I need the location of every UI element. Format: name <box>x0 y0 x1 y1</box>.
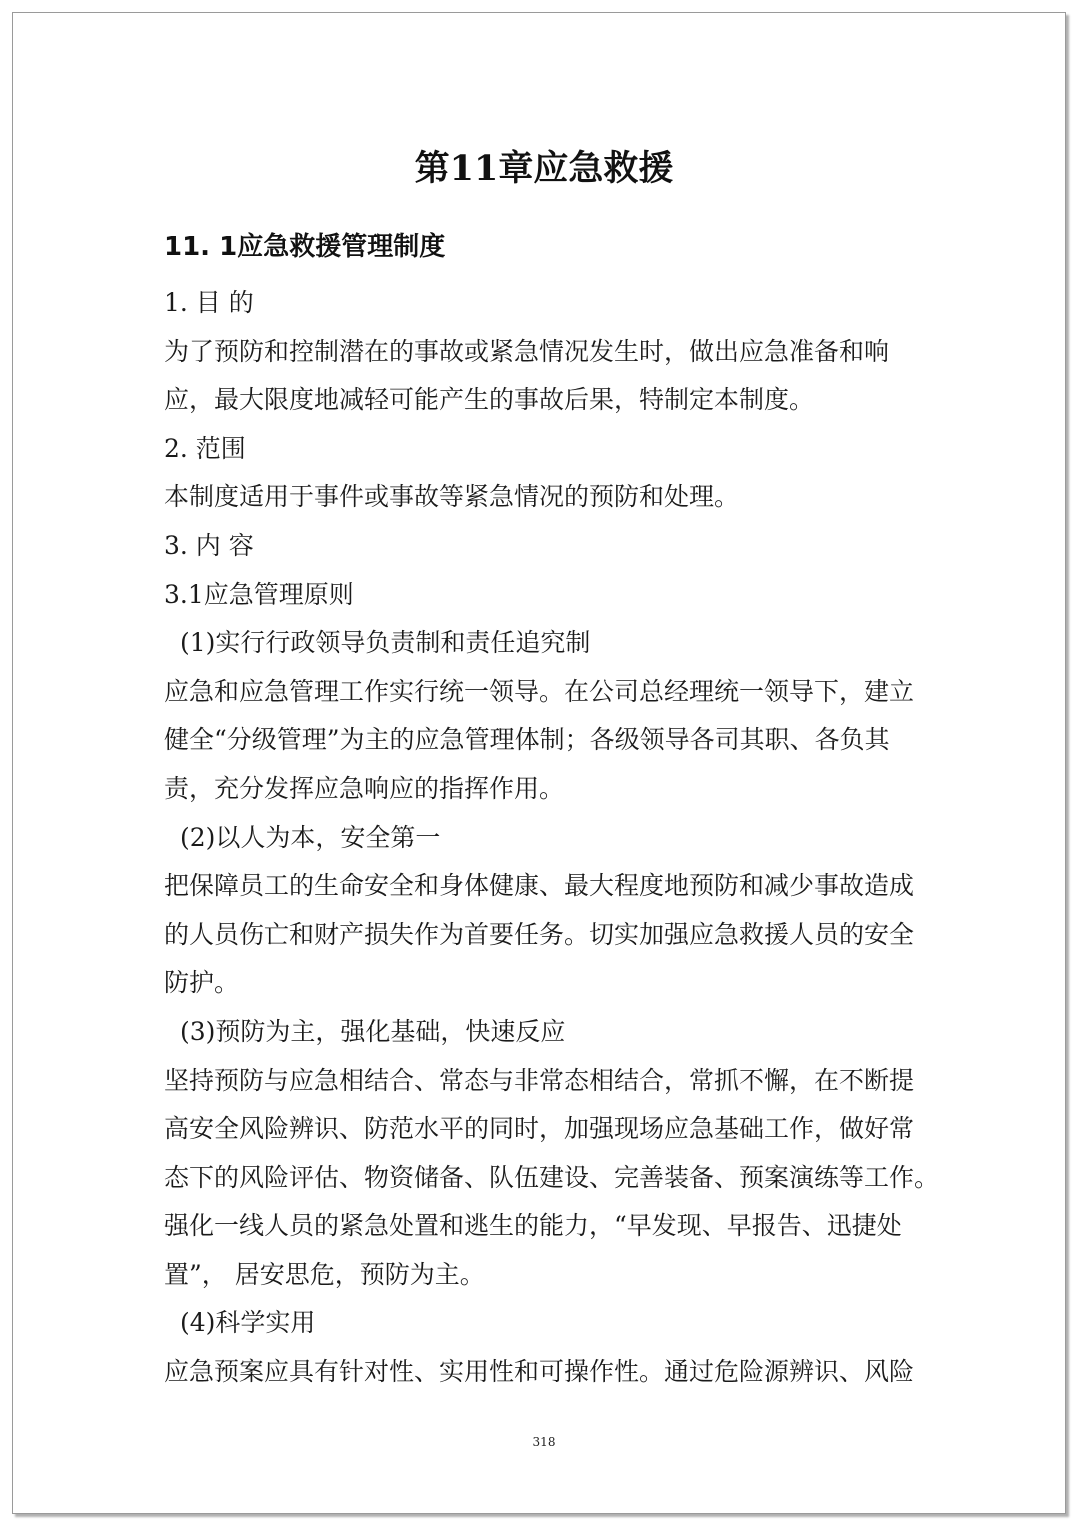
text-line: (1)实行行政领导负责制和责任追究制 <box>180 628 591 658</box>
text-line: 把保障员工的生命安全和身体健康、最大程度地预防和减少事故造成 <box>164 871 915 901</box>
text-line: 本制度适用于事件或事故等紧急情况的预防和处理。 <box>164 482 740 512</box>
page-number: 318 <box>532 1435 556 1449</box>
text-line: 1. 目 的 <box>164 288 254 317</box>
text-line: 健全“分级管理”为主的应急管理体制；各级领导各司其职、各负其 <box>164 725 890 755</box>
body-text <box>164 279 944 1397</box>
text-line: 坚持预防与应急相结合、常态与非常态相结合，常抓不懈，在不断提 <box>164 1065 915 1095</box>
text-line: 3. 内 容 <box>164 530 254 560</box>
text-line: 2. 范围 <box>164 433 246 463</box>
text-line: 防护。 <box>164 968 240 998</box>
text-line: 的人员伤亡和财产损失作为首要任务。切实加强应急救援人员的安全 <box>164 919 915 949</box>
chapter-title: 第11章应急救援 <box>414 148 674 189</box>
text-line: (3)预防为主，强化基础，快速反应 <box>180 1016 566 1046</box>
text-line: 责，充分发挥应急响应的指挥作用。 <box>164 773 565 803</box>
text-line: 应，最大限度地减轻可能产生的事故后果，特制定本制度。 <box>164 385 815 415</box>
text-line: 态下的风险评估、物资储备、队伍建设、完善装备、预案演练等工作。 <box>164 1162 940 1192</box>
text-line: (2)以人为本，安全第一 <box>180 822 441 852</box>
text-line: 高安全风险辨识、防范水平的同时，加强现场应急基础工作，做好常 <box>164 1114 915 1144</box>
text-line: 应急预案应具有针对性、实用性和可操作性。通过危险源辨识、风险 <box>164 1357 915 1387</box>
document-page <box>12 12 1066 1514</box>
text-line: 强化一线人员的紧急处置和逃生的能力，“早发现、早报告、迅捷处 <box>164 1211 902 1241</box>
text-line: 3.1应急管理原则 <box>164 579 354 609</box>
section-title: 11. 1应急救援管理制度 <box>164 232 446 262</box>
text-line: 应急和应急管理工作实行统一领导。在公司总经理统一领导下，建立 <box>164 676 915 706</box>
text-line: 置”， 居安思危，预防为主。 <box>164 1259 485 1289</box>
text-line: (4)科学实用 <box>180 1308 316 1338</box>
text-line: 为了预防和控制潜在的事故或紧急情况发生时，做出应急准备和响 <box>164 336 890 366</box>
